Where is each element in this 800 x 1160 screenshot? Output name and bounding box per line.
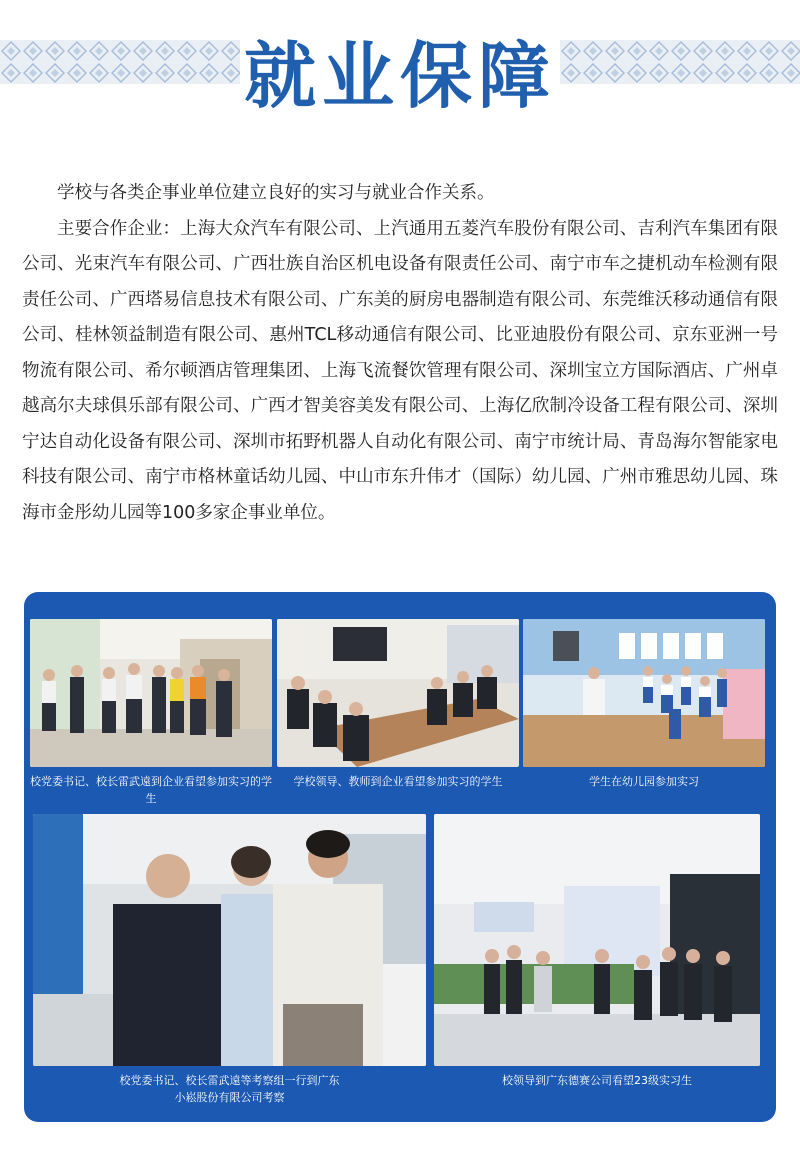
intro-text <box>22 176 778 531</box>
intro-paragraph-1: 学校与各类企事业单位建立良好的实习与就业合作关系。 <box>57 183 495 203</box>
photo-factory-inspection <box>33 814 426 1066</box>
photo-corridor-visit <box>30 619 272 767</box>
photo-company-lounge <box>434 814 760 1066</box>
photo-caption-1: 校党委书记、校长雷武遠到企业看望参加实习的学生 <box>30 775 272 805</box>
photo-caption-4 <box>33 1072 426 1106</box>
photo-caption-3: 学生在幼儿园参加实习 <box>589 775 699 788</box>
intro-paragraph-2: 主要合作企业：上海大众汽车有限公司、上汽通用五菱汽车股份有限公司、吉利汽车集团有限公司、光束汽车有限公司、广西壮族自治区机电设备有限责任公司、南宁市车之捷机动车检测有限责任公司、广西塔易信息技术有限公司、广东美的厨房电器制造有限公司、东莞维沃移动通信有限公司、桂林领益制造有限公司、惠州TCL移动通信有限公司、比亚迪股份有限公司、京东亚洲一号物流有限公司、希尔顿酒店管理集团、上海飞流餐饮管理有限公司、深圳宝立方国际酒店、广州卓越高尔夫球俱乐部有限公司、广西才智美容美发有限公司、上海亿欣制冷设备工程有限公司、深圳宁达自动化设备有限公司、深圳市拓野机器人自动化有限公司、南宁市统计局、青岛海尔智能家电科技有限公司、南宁市格林童话幼儿园、中山市东升伟才（国际）幼儿园、广州市雅思幼儿园、珠海市金彤幼儿园等100多家企事业单位。 <box>22 218 778 523</box>
photo-caption-4-line2: 小崧股份有限公司考察 <box>174 1091 285 1104</box>
photo-caption-5: 校领导到广东德赛公司看望23级实习生 <box>502 1074 692 1087</box>
photo-caption-2: 学校领导、教师到企业看望参加实习的学生 <box>293 775 503 788</box>
photo-kindergarten <box>523 619 765 767</box>
photo-panel <box>24 592 776 1122</box>
photo-meeting-room <box>277 619 519 767</box>
page-header <box>0 0 800 120</box>
photo-caption-4-line1: 校党委书记、校长雷武遠等考察组一行到广东 <box>119 1074 340 1087</box>
page-title: 就业保障 <box>243 33 556 118</box>
